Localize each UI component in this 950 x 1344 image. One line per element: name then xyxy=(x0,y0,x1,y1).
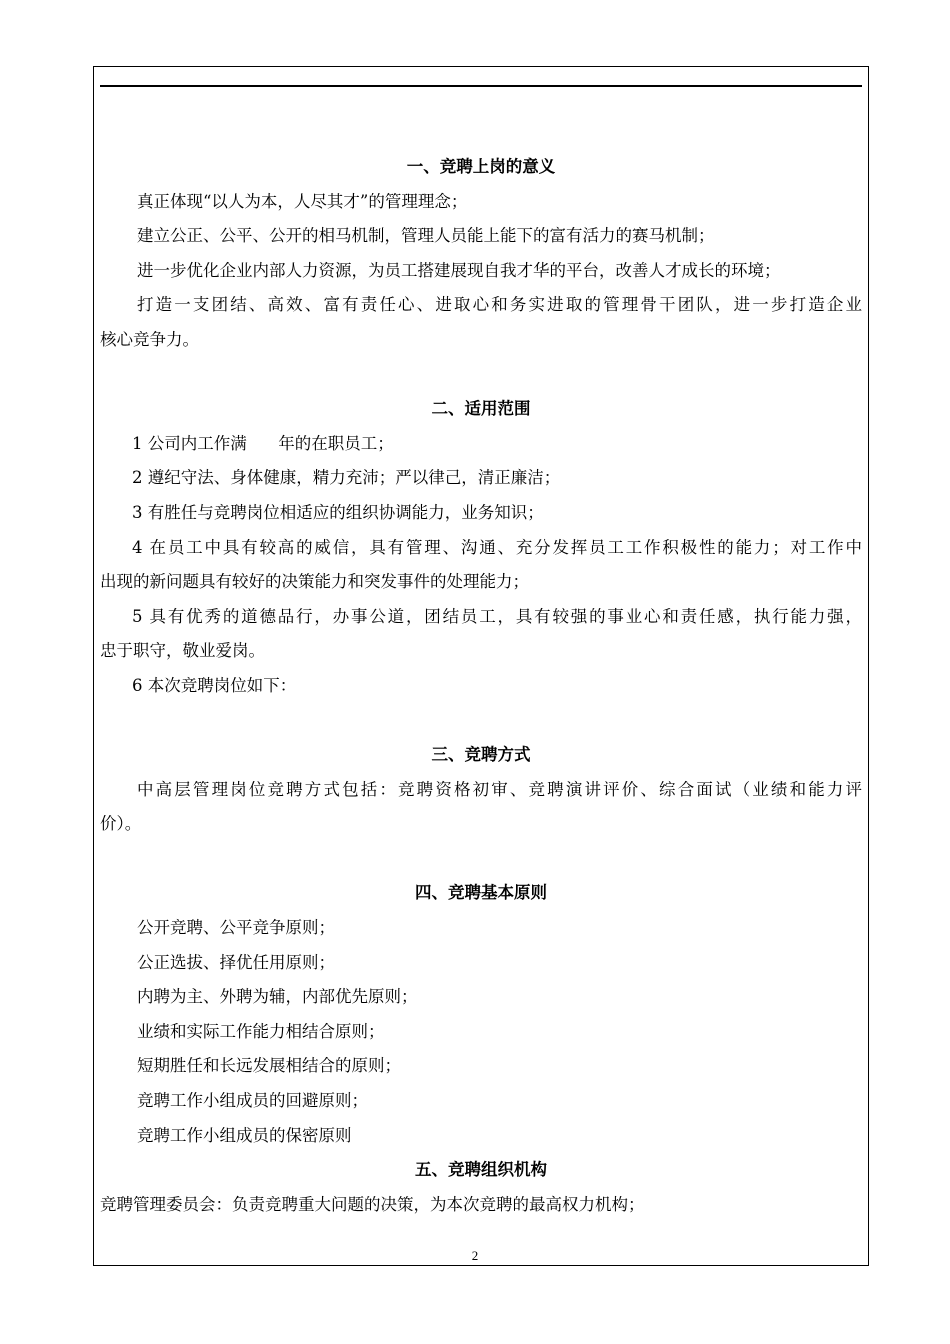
paragraph-line: 5 具有优秀的道德品行，办事公道，团结员工，具有较强的事业心和责任感，执行能力强， xyxy=(132,606,862,626)
paragraph-line: 4 在员工中具有较高的威信，具有管理、沟通、充分发挥员工工作积极性的能力；对工作中 xyxy=(132,537,862,557)
section-heading: 三、竞聘方式 xyxy=(431,745,531,765)
paragraph-line: 竞聘工作小组成员的回避原则； xyxy=(137,1091,368,1111)
paragraph-line: 价）。 xyxy=(100,814,142,834)
paragraph-line: 业绩和实际工作能力相结合原则； xyxy=(137,1021,385,1041)
paragraph-line: 真正体现“以人为本，人尽其才”的管理理念； xyxy=(137,191,468,211)
paragraph-line: 建立公正、公平、公开的相马机制，管理人员能上能下的富有活力的赛马机制； xyxy=(137,226,715,246)
spacer xyxy=(100,358,862,393)
spacer xyxy=(100,842,862,877)
paragraph-line: 1 公司内工作满 年的在职员工； xyxy=(132,433,394,453)
paragraph-line: 进一步优化企业内部人力资源，为员工搭建展现自我才华的平台，改善人才成长的环境； xyxy=(137,260,781,280)
section-heading: 一、竞聘上岗的意义 xyxy=(406,157,556,176)
section-heading: 二、适用范围 xyxy=(431,399,531,419)
paragraph-line: 内聘为主、外聘为辅，内部优先原则； xyxy=(137,987,418,1007)
paragraph-line: 竞聘工作小组成员的保密原则 xyxy=(137,1125,352,1145)
document-body xyxy=(100,150,862,1222)
page-number: 2 xyxy=(471,1248,479,1263)
paragraph-line: 中高层管理岗位竞聘方式包括：竞聘资格初审、竞聘演讲评价、综合面试（业绩和能力评 xyxy=(137,779,862,799)
section-heading: 四、竞聘基本原则 xyxy=(415,883,547,903)
paragraph-line: 打造一支团结、高效、富有责任心、进取心和务实进取的管理骨干团队，进一步打造企业 xyxy=(137,295,862,315)
paragraph-line: 6 本次竞聘岗位如下： xyxy=(132,675,297,695)
spacer xyxy=(100,704,862,739)
paragraph-line: 核心竞争力。 xyxy=(100,329,199,349)
paragraph-line: 公开竞聘、公平竞争原则； xyxy=(137,918,335,938)
header-rule xyxy=(100,85,862,87)
paragraph-line: 公正选拔、择优任用原则； xyxy=(137,952,335,972)
paragraph-line: 3 有胜任与竞聘岗位相适应的组织协调能力，业务知识； xyxy=(132,502,544,522)
paragraph-line: 竞聘管理委员会：负责竞聘重大问题的决策，为本次竞聘的最高权力机构； xyxy=(100,1194,645,1214)
paragraph-line: 忠于职守，敬业爱岗。 xyxy=(100,641,265,661)
paragraph-line: 出现的新问题具有较好的决策能力和突发事件的处理能力； xyxy=(100,572,529,592)
paragraph-line: 短期胜任和长远发展相结合的原则； xyxy=(137,1056,401,1076)
paragraph-line: 2 遵纪守法、身体健康，精力充沛；严以律己，清正廉洁； xyxy=(132,468,561,488)
section-heading: 五、竞聘组织机构 xyxy=(415,1160,547,1180)
